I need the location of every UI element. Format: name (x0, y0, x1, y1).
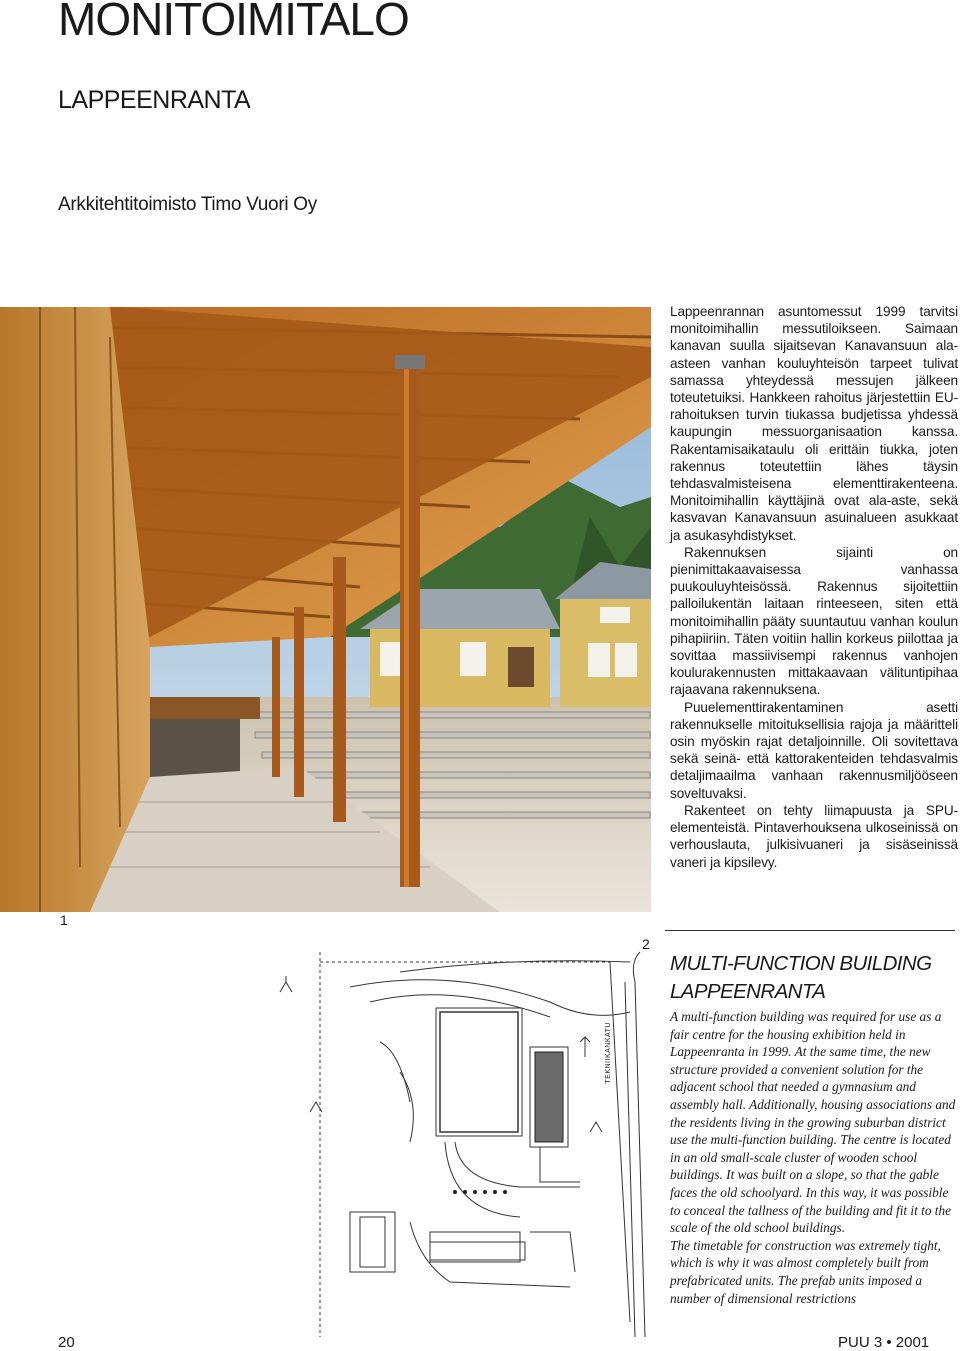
finnish-paragraph: Rakenteet on tehty liimapuusta ja SPU-elementeistä. Pintaverhouksena ulkoseinissä on verhouslauta, julkisivuaneri ja sisäseinissä vaneri ja kipsilevy. (670, 802, 958, 870)
english-paragraph: The timetable for construction was extremely tight, which is why it was almost completely built from prefabricated units. The prefab units imposed a number of dimensional restrictions (670, 1237, 941, 1306)
english-body-text (670, 1008, 960, 1307)
section-divider (665, 930, 955, 931)
figure-2-label: 2 (642, 936, 650, 952)
english-heading-line1: MULTI-FUNCTION BUILDING (670, 952, 932, 975)
finnish-paragraph: Lappeenrannan asuntomessut 1999 tarvitsi monitoimihallin messutiloikseen. Saimaan kanavan suulla sijaitsevan Kanavansuun ala-asteen vanhan kouluyhteisön tarpeet tulivat samassa yhteydessä messujen jälkeen toteutetuiksi. Hankkeen rahoitus järjestettiin EU-rahoituksen turvin tiukassa budjetissa yhdessä kaupungin messuorganisaation kanssa. Rakentamisaikataulu oli erittäin tiukka, joten rakennus toteutettiin lähes täysin tehdasvalmisteisena elementtirakenteena. Monitoimihallin käyttäjinä ovat ala-aste, sekä kasvavan Kanavansuun asuinalueen asukkaat ja asukasyhdistykset. (670, 304, 958, 543)
english-heading-line2: LAPPEENRANTA (670, 980, 826, 1003)
architect-credit: Arkkitehtitoimisto Timo Vuori Oy (58, 194, 317, 215)
journal-issue: PUU 3 • 2001 (838, 1334, 930, 1351)
finnish-paragraph: Puuelementtirakentaminen asetti rakennukselle mitoituksellisia rajoja ja määritteli osin myöskin rajat detaljoinnille. Oli sovitettava sekä seinä- että kattorakenteiden tehdasvalmis detaljimaailma vanhaan rakennusmiljööseen soveltuvaksi. (670, 699, 958, 801)
walkway-photo (0, 307, 651, 912)
finnish-paragraph: Rakennuksen sijainti on pienimittakaavaisessa vanhassa puukouluyhteisössä. Rakennus sijoitettiin palloilukentän laitaan rinteeseen, siten että monitoimihallin pääty suuntautuu vanhan koulun pihapiiriin. Täten voitiin hallin korkeus piilottaa ja sovittaa massiivisempi rakennus vanhojen koulurakennusten mittakaavaan välituntipihaa rajaavana rakennuksena. (670, 544, 958, 698)
finnish-body-text (670, 303, 958, 871)
site-plan-drawing (250, 942, 650, 1337)
page-number: 20 (58, 1334, 75, 1351)
english-paragraph: A multi-function building was required for use as a fair centre for the housing exhibition held in Lappeenranta in 1999. At the same time, the new structure provided a convenient solution for the adjacent school that needed a gymnasium and assembly hall. Additionally, housing associations and the residents living in the growing suburban district use the multi-function building. The centre is located in an old small-scale cluster of wooden school buildings. It was built on a slope, so that the gable faces the old schoolyard. In this way, it was possible to conceal the tallness of the building and fit it to the scale of the old school buildings. (670, 1009, 956, 1236)
english-heading (670, 950, 931, 1006)
street-name-label: TEKNIIKANKATU (605, 1022, 612, 1084)
page-subtitle: LAPPEENRANTA (58, 86, 251, 114)
figure-1-label: 1 (60, 912, 68, 928)
page-title: MONITOIMITALO (58, 0, 409, 45)
